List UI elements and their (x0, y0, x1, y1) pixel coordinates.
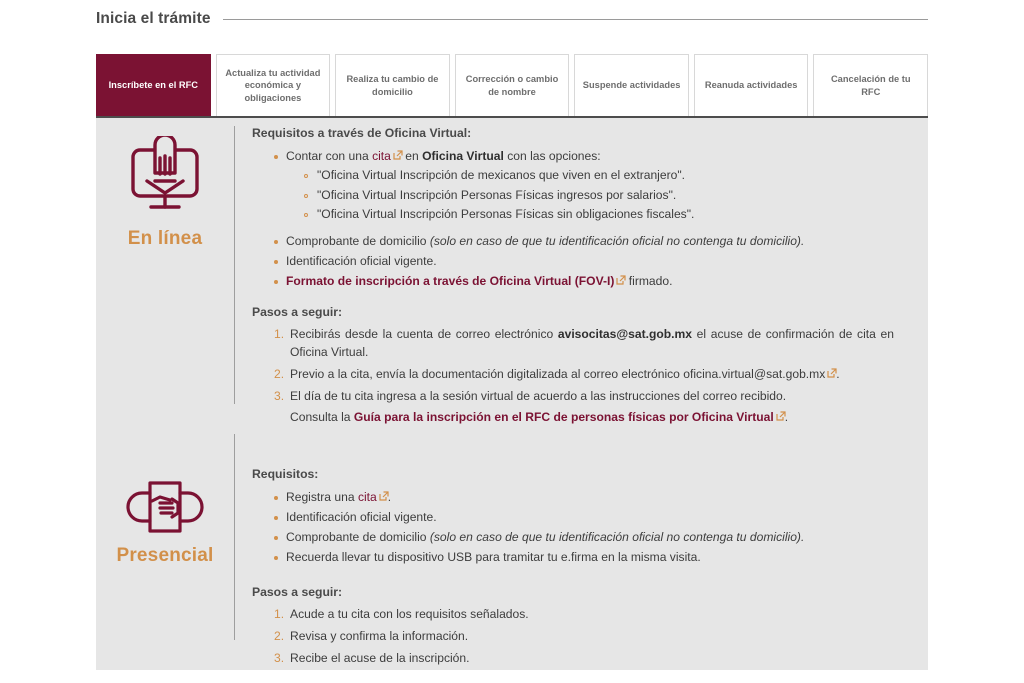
online-content (234, 126, 928, 431)
external-link-icon[interactable] (393, 150, 402, 159)
presencial-step-3: Recibe el acuse de la inscripción. (290, 650, 470, 665)
online-requirements-heading: Requisitos a través de Oficina Virtual: (252, 126, 472, 140)
tab-cancelacion-de-tu-rfc[interactable]: Cancelación de tu RFC (813, 54, 928, 116)
external-link-icon[interactable] (379, 491, 388, 500)
modality-label-presencial: Presencial (116, 544, 214, 566)
page-header (96, 6, 928, 32)
presencial-requirement-cita (274, 488, 894, 507)
cita-link-online[interactable]: cita (372, 149, 391, 163)
tab-content-panel (96, 118, 928, 670)
cita-link-presencial[interactable]: cita (357, 489, 377, 504)
presencial-requirements-heading: Requisitos: (252, 466, 319, 481)
presencial-step-1: Acude a tu cita con los requisitos señalados. (290, 606, 529, 621)
online-requirement-cita (274, 147, 894, 225)
presencial-step-2: Revisa y confirma la información. (290, 628, 469, 643)
guia-post-text: . (784, 409, 789, 424)
comprobante-note: (solo en caso de que tu identificación oficial no contenga tu domicilio). (429, 233, 805, 248)
registra-cita-pre: Registra una (286, 489, 358, 504)
online-steps-list (252, 326, 894, 426)
presencial-requirements-list (252, 488, 894, 567)
tab-inscribete-en-el-rfc[interactable]: Inscríbete en el RFC (96, 54, 211, 116)
tab-cambio-de-domicilio[interactable]: Realiza tu cambio de domicilio (335, 54, 450, 116)
trámite-tabs (96, 54, 928, 116)
tab-actualiza-actividad-economica[interactable]: Actualiza tu actividad económica y obligaciones (216, 54, 331, 116)
req1-pre-text: Contar con una (286, 149, 373, 163)
step2-pre-text: Previo a la cita, envía la documentación digitalizada al correo electrónico (290, 366, 684, 381)
presencial-steps-heading: Pasos a seguir: (252, 584, 343, 599)
online-step-2 (274, 366, 894, 384)
handshake-document-icon (122, 477, 208, 539)
step1-pre-text: Recibirás desde la cuenta de correo electrónico (290, 327, 558, 342)
tab-reanuda-actividades[interactable]: Reanuda actividades (694, 54, 809, 116)
online-steps-heading: Pasos a seguir: (252, 305, 343, 320)
header-rule (223, 19, 928, 20)
presencial-content (234, 467, 928, 672)
online-requirement-identificacion: Identificación oficial vigente. (274, 252, 894, 271)
guia-inscripcion-link[interactable]: Guía para la inscripción en el RFC de personas físicas por Oficina Virtual (353, 409, 774, 424)
external-link-icon[interactable] (776, 411, 785, 420)
modality-header-presencial (96, 467, 234, 672)
modality-section-en-linea (96, 118, 928, 431)
comprobante-text: Comprobante de domicilio (286, 233, 430, 248)
cita-option-item: "Oficina Virtual Inscripción Personas Físicas ingresos por salarios". (304, 186, 894, 206)
external-link-icon[interactable] (616, 275, 625, 284)
online-step-guide-note (274, 409, 894, 427)
modality-header-en-linea (96, 126, 234, 431)
presencial-steps-list (252, 606, 894, 668)
online-step-3: El día de tu cita ingresa a la sesión virtual de acuerdo a las instrucciones del correo recibido. (290, 388, 787, 403)
registra-cita-post: . (387, 489, 392, 504)
guia-pre-text: Consulta la (290, 409, 354, 424)
cita-option-item: "Oficina Virtual Inscripción Personas Físicas sin obligaciones fiscales". (304, 205, 894, 225)
online-requirement-formato-fovi (274, 272, 894, 291)
presencial-requirement-usb-efirma: Recuerda llevar tu dispositivo USB para tramitar tu e.firma en la misma visita. (274, 548, 894, 567)
presencial-requirement-comprobante-domicilio (274, 528, 894, 547)
modality-label-en-linea: En línea (127, 228, 203, 249)
tab-correccion-o-cambio-de-nombre[interactable]: Corrección o cambio de nombre (455, 54, 570, 116)
step1-post-text: el acuse de confirmación de cita en Oficina Virtual. (290, 327, 894, 359)
req1-post-text: con las opciones: (503, 149, 601, 163)
comprobante-text: Comprobante de domicilio (286, 529, 430, 544)
monitor-download-hand-icon (117, 136, 213, 218)
online-requirement-comprobante-domicilio (274, 232, 894, 251)
step2-post-text: . (836, 366, 840, 381)
cita-option-item: "Oficina Virtual Inscripción de mexicanos que viven en el extranjero". (304, 166, 894, 186)
page-title: Inicia el trámite (96, 10, 211, 27)
presencial-requirement-identificacion: Identificación oficial vigente. (274, 508, 894, 527)
formato-fovi-link[interactable]: Formato de inscripción a través de Oficina Virtual (FOV-I) (286, 274, 615, 289)
oficina-virtual-email: oficina.virtual@sat.gob.mx (683, 366, 826, 381)
external-link-icon[interactable] (827, 368, 836, 377)
avisocitas-email: avisocitas@sat.gob.mx (557, 327, 692, 342)
modality-section-presencial (96, 461, 928, 672)
tab-suspende-actividades[interactable]: Suspende actividades (574, 54, 689, 116)
online-cita-options-list (286, 166, 894, 225)
formato-fovi-post: firmado. (625, 274, 673, 289)
online-requirements-list (252, 147, 894, 291)
comprobante-note: (solo en caso de que tu identificación oficial no contenga tu domicilio). (429, 529, 805, 544)
online-step-1 (274, 326, 894, 362)
req1-mid-text: en (401, 149, 423, 163)
oficina-virtual-bold: Oficina Virtual (422, 149, 504, 163)
